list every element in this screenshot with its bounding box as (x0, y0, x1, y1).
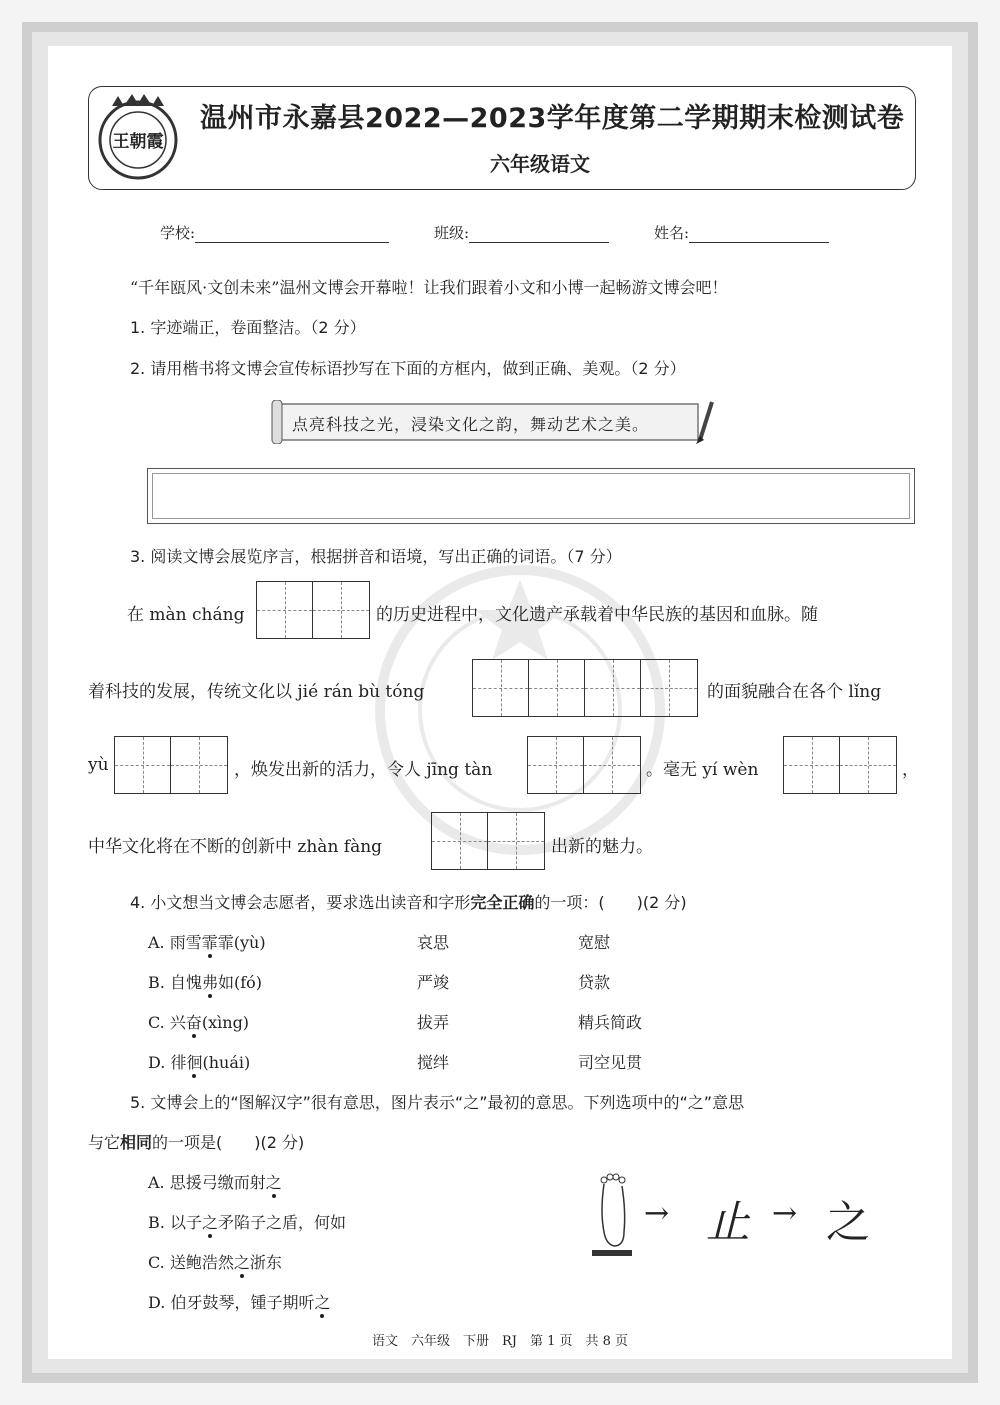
q3-line3-d: ， (902, 760, 919, 780)
q5-option-a[interactable]: A. 思援弓缴而射之 (148, 1173, 282, 1192)
exam-title: 温州市永嘉县2022—2023学年度第二学期期末检测试卷 (200, 103, 905, 134)
intro-text: “千年瓯风·文创未来”温州文博会开幕啦！让我们跟着小文和小博一起畅游文博会吧！ (130, 278, 728, 297)
answer-grid-jing-tan[interactable] (527, 736, 641, 794)
question-3: 3. 阅读文博会展览序言，根据拼音和语境，写出正确的词语。（7 分） (130, 547, 622, 566)
q4-option-a[interactable]: A. 雨雪霏霏(yù) (148, 933, 266, 952)
q4-option-d-word3: 司空见贯 (578, 1053, 643, 1072)
question-4: 4. 小文想当文博会志愿者，要求选出读音和字形完全正确的一项：( )(2 分) (130, 893, 687, 912)
q3-line1-a: 在 màn cháng (127, 605, 245, 625)
q3-line2-b: 的面貌融合在各个 lǐng (707, 682, 882, 702)
answer-grid-man-chang[interactable] (256, 581, 370, 639)
question-1: 1. 字迹端正，卷面整洁。（2 分） (130, 318, 366, 337)
q4-option-c[interactable]: C. 兴奋(xìng) (148, 1013, 250, 1032)
svg-text:王朝霞: 王朝霞 (112, 132, 164, 152)
copy-answer-box[interactable] (147, 468, 915, 524)
q4-option-c-word2: 拔弄 (417, 1013, 450, 1032)
q3-line3-b: ，焕发出新的活力，令人 jīng tàn (234, 760, 493, 780)
question-5-line1: 5. 文博会上的“图解汉字”很有意思，图片表示“之”最初的意思。下列选项中的“之”意思 (130, 1093, 745, 1112)
name-field[interactable] (654, 222, 829, 243)
answer-grid-jie-ran-bu-tong[interactable] (472, 659, 698, 717)
q4-option-b-word2: 严竣 (417, 973, 450, 992)
q4-option-c-word3: 精兵简政 (578, 1013, 643, 1032)
q3-line3-c: 。毫无 yí wèn (646, 760, 759, 780)
modern-glyph-end: 之 (826, 1197, 870, 1248)
q3-line3-a: yù (88, 755, 109, 775)
slogan-text: 点亮科技之光，浸染文化之韵，舞动艺术之美。 (292, 415, 650, 434)
arrow-1: → (644, 1196, 670, 1231)
q3-line4-b: 出新的魅力。 (551, 837, 653, 857)
answer-grid-zhan-fang[interactable] (431, 812, 545, 870)
question-2: 2. 请用楷书将文博会宣传标语抄写在下面的方框内，做到正确、美观。（2 分） (130, 359, 686, 378)
q3-line2-a: 着科技的发展，传统文化以 jié rán bù tóng (88, 682, 425, 702)
exam-subtitle: 六年级语文 (490, 152, 590, 176)
q4-option-a-word2: 哀思 (417, 933, 450, 952)
answer-grid-yi-wen[interactable] (783, 736, 897, 794)
class-field[interactable] (434, 222, 609, 243)
q4-option-d-word2: 搅绊 (417, 1053, 450, 1072)
answer-grid-ling-yu[interactable] (114, 736, 228, 794)
q5-option-d[interactable]: D. 伯牙鼓琴，锺子期听之 (148, 1293, 331, 1312)
q3-line4-a: 中华文化将在不断的创新中 zhàn fàng (88, 837, 383, 857)
q4-option-a-word3: 宽慰 (578, 933, 611, 952)
class-label: 班级: (434, 224, 470, 242)
name-label: 姓名: (654, 224, 690, 242)
foot-illustration-icon (590, 1172, 638, 1260)
q3-line1-b: 的历史进程中，文化遗产承载着中华民族的基因和血脉。随 (376, 605, 818, 625)
page-footer: 语文 六年级 下册 RJ 第 1 页 共 8 页 (371, 1334, 629, 1349)
school-field[interactable] (160, 222, 389, 243)
arrow-2: → (772, 1196, 798, 1231)
question-5-line2: 与它相同的一项是( )(2 分) (88, 1133, 305, 1152)
q4-option-d[interactable]: D. 徘徊(huái) (148, 1053, 251, 1072)
school-label: 学校: (160, 224, 196, 242)
q5-option-c[interactable]: C. 送鲍浩然之浙东 (148, 1253, 282, 1272)
publisher-logo (92, 92, 184, 184)
q4-option-b[interactable]: B. 自愧弗如(fó) (148, 973, 263, 992)
q4-option-b-word3: 贷款 (578, 973, 611, 992)
q5-option-b[interactable]: B. 以子之矛陷子之盾，何如 (148, 1213, 346, 1232)
ancient-glyph-mid: 止 (706, 1197, 750, 1248)
